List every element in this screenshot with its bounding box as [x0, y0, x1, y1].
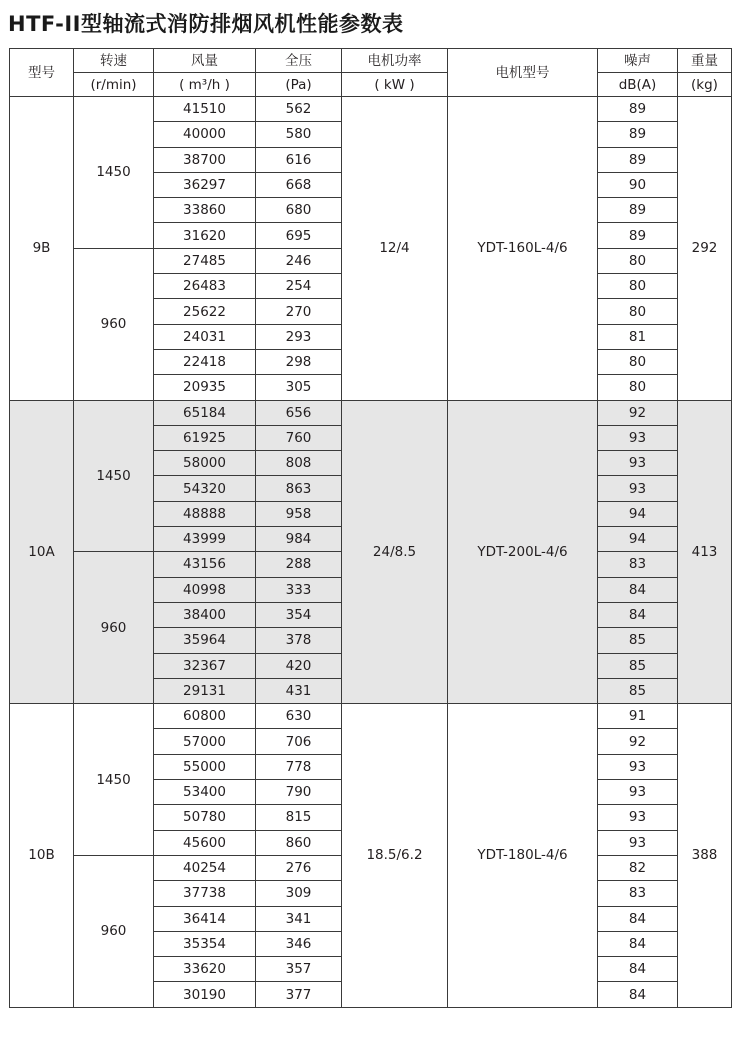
pressure-cell: 984 — [256, 527, 342, 552]
pressure-cell: 293 — [256, 324, 342, 349]
noise-cell: 89 — [598, 97, 678, 122]
noise-cell: 80 — [598, 349, 678, 374]
pressure-cell: 288 — [256, 552, 342, 577]
noise-cell: 85 — [598, 628, 678, 653]
noise-cell: 80 — [598, 248, 678, 273]
noise-cell: 85 — [598, 678, 678, 703]
header-pressure: 全压 — [256, 49, 342, 73]
speed-cell: 1450 — [74, 400, 154, 552]
airflow-cell: 25622 — [154, 299, 256, 324]
noise-cell: 93 — [598, 754, 678, 779]
speed-cell: 960 — [74, 855, 154, 1007]
noise-cell: 81 — [598, 324, 678, 349]
model-cell: 10A — [10, 400, 74, 704]
airflow-cell: 43999 — [154, 527, 256, 552]
airflow-cell: 43156 — [154, 552, 256, 577]
airflow-cell: 53400 — [154, 780, 256, 805]
airflow-cell: 29131 — [154, 678, 256, 703]
pressure-cell: 354 — [256, 602, 342, 627]
table-row — [10, 97, 732, 122]
table-row — [10, 400, 732, 425]
airflow-cell: 65184 — [154, 400, 256, 425]
header-speed: 转速 — [74, 49, 154, 73]
noise-cell: 84 — [598, 931, 678, 956]
airflow-cell: 57000 — [154, 729, 256, 754]
noise-cell: 89 — [598, 198, 678, 223]
noise-cell: 93 — [598, 780, 678, 805]
pressure-cell: 790 — [256, 780, 342, 805]
airflow-cell: 45600 — [154, 830, 256, 855]
noise-cell: 83 — [598, 552, 678, 577]
airflow-cell: 26483 — [154, 274, 256, 299]
airflow-cell: 41510 — [154, 97, 256, 122]
pressure-cell: 958 — [256, 501, 342, 526]
noise-cell: 84 — [598, 577, 678, 602]
unit-weight: (kg) — [678, 73, 732, 97]
airflow-cell: 35354 — [154, 931, 256, 956]
pressure-cell: 254 — [256, 274, 342, 299]
pressure-cell: 760 — [256, 425, 342, 450]
noise-cell: 94 — [598, 527, 678, 552]
noise-cell: 89 — [598, 122, 678, 147]
noise-cell: 94 — [598, 501, 678, 526]
header-motor: 电机型号 — [448, 49, 598, 97]
speed-cell: 960 — [74, 552, 154, 704]
airflow-cell: 55000 — [154, 754, 256, 779]
noise-cell: 80 — [598, 299, 678, 324]
table-body — [10, 97, 732, 1008]
pressure-cell: 695 — [256, 223, 342, 248]
power-cell: 12/4 — [342, 97, 448, 401]
pressure-cell: 378 — [256, 628, 342, 653]
noise-cell: 84 — [598, 982, 678, 1007]
pressure-cell: 680 — [256, 198, 342, 223]
unit-pressure: (Pa) — [256, 73, 342, 97]
weight-cell: 413 — [678, 400, 732, 704]
unit-power: ( kW ) — [342, 73, 448, 97]
airflow-cell: 22418 — [154, 349, 256, 374]
airflow-cell: 27485 — [154, 248, 256, 273]
noise-cell: 93 — [598, 425, 678, 450]
power-cell: 24/8.5 — [342, 400, 448, 704]
speed-cell: 960 — [74, 248, 154, 400]
spec-table — [9, 48, 732, 1008]
motor-cell: YDT-180L-4/6 — [448, 704, 598, 1008]
power-cell: 18.5/6.2 — [342, 704, 448, 1008]
weight-cell: 388 — [678, 704, 732, 1008]
pressure-cell: 377 — [256, 982, 342, 1007]
pressure-cell: 431 — [256, 678, 342, 703]
unit-speed: (r/min) — [74, 73, 154, 97]
airflow-cell: 24031 — [154, 324, 256, 349]
header-power: 电机功率 — [342, 49, 448, 73]
noise-cell: 93 — [598, 830, 678, 855]
noise-cell: 90 — [598, 172, 678, 197]
model-cell: 10B — [10, 704, 74, 1008]
table-row — [10, 704, 732, 729]
pressure-cell: 357 — [256, 957, 342, 982]
pressure-cell: 706 — [256, 729, 342, 754]
pressure-cell: 333 — [256, 577, 342, 602]
pressure-cell: 815 — [256, 805, 342, 830]
airflow-cell: 61925 — [154, 425, 256, 450]
airflow-cell: 33860 — [154, 198, 256, 223]
pressure-cell: 298 — [256, 349, 342, 374]
airflow-cell: 40000 — [154, 122, 256, 147]
airflow-cell: 33620 — [154, 957, 256, 982]
header-weight: 重量 — [678, 49, 732, 73]
pressure-cell: 863 — [256, 476, 342, 501]
airflow-cell: 36297 — [154, 172, 256, 197]
noise-cell: 80 — [598, 375, 678, 400]
pressure-cell: 778 — [256, 754, 342, 779]
airflow-cell: 38400 — [154, 602, 256, 627]
airflow-cell: 58000 — [154, 451, 256, 476]
noise-cell: 93 — [598, 476, 678, 501]
airflow-cell: 30190 — [154, 982, 256, 1007]
pressure-cell: 656 — [256, 400, 342, 425]
noise-cell: 82 — [598, 855, 678, 880]
airflow-cell: 37738 — [154, 881, 256, 906]
noise-cell: 80 — [598, 274, 678, 299]
pressure-cell: 276 — [256, 855, 342, 880]
airflow-cell: 40998 — [154, 577, 256, 602]
noise-cell: 93 — [598, 451, 678, 476]
pressure-cell: 305 — [256, 375, 342, 400]
speed-cell: 1450 — [74, 97, 154, 249]
noise-cell: 84 — [598, 602, 678, 627]
weight-cell: 292 — [678, 97, 732, 401]
model-cell: 9B — [10, 97, 74, 401]
noise-cell: 83 — [598, 881, 678, 906]
noise-cell: 84 — [598, 906, 678, 931]
pressure-cell: 630 — [256, 704, 342, 729]
pressure-cell: 346 — [256, 931, 342, 956]
pressure-cell: 562 — [256, 97, 342, 122]
header-airflow: 风量 — [154, 49, 256, 73]
airflow-cell: 20935 — [154, 375, 256, 400]
pressure-cell: 580 — [256, 122, 342, 147]
pressure-cell: 808 — [256, 451, 342, 476]
noise-cell: 89 — [598, 147, 678, 172]
noise-cell: 91 — [598, 704, 678, 729]
noise-cell: 89 — [598, 223, 678, 248]
page-title: HTF-II型轴流式消防排烟风机性能参数表 — [8, 12, 404, 36]
airflow-cell: 31620 — [154, 223, 256, 248]
noise-cell: 92 — [598, 729, 678, 754]
noise-cell: 92 — [598, 400, 678, 425]
airflow-cell: 36414 — [154, 906, 256, 931]
pressure-cell: 246 — [256, 248, 342, 273]
header-model: 型号 — [10, 49, 74, 97]
pressure-cell: 309 — [256, 881, 342, 906]
motor-cell: YDT-160L-4/6 — [448, 97, 598, 401]
airflow-cell: 48888 — [154, 501, 256, 526]
pressure-cell: 668 — [256, 172, 342, 197]
airflow-cell: 32367 — [154, 653, 256, 678]
pressure-cell: 270 — [256, 299, 342, 324]
airflow-cell: 50780 — [154, 805, 256, 830]
unit-airflow: ( m³/h ) — [154, 73, 256, 97]
unit-noise: dB(A) — [598, 73, 678, 97]
pressure-cell: 420 — [256, 653, 342, 678]
table-header — [10, 49, 732, 97]
airflow-cell: 60800 — [154, 704, 256, 729]
header-noise: 噪声 — [598, 49, 678, 73]
airflow-cell: 38700 — [154, 147, 256, 172]
noise-cell: 85 — [598, 653, 678, 678]
pressure-cell: 616 — [256, 147, 342, 172]
airflow-cell: 54320 — [154, 476, 256, 501]
noise-cell: 84 — [598, 957, 678, 982]
noise-cell: 93 — [598, 805, 678, 830]
airflow-cell: 35964 — [154, 628, 256, 653]
pressure-cell: 860 — [256, 830, 342, 855]
airflow-cell: 40254 — [154, 855, 256, 880]
pressure-cell: 341 — [256, 906, 342, 931]
motor-cell: YDT-200L-4/6 — [448, 400, 598, 704]
speed-cell: 1450 — [74, 704, 154, 856]
